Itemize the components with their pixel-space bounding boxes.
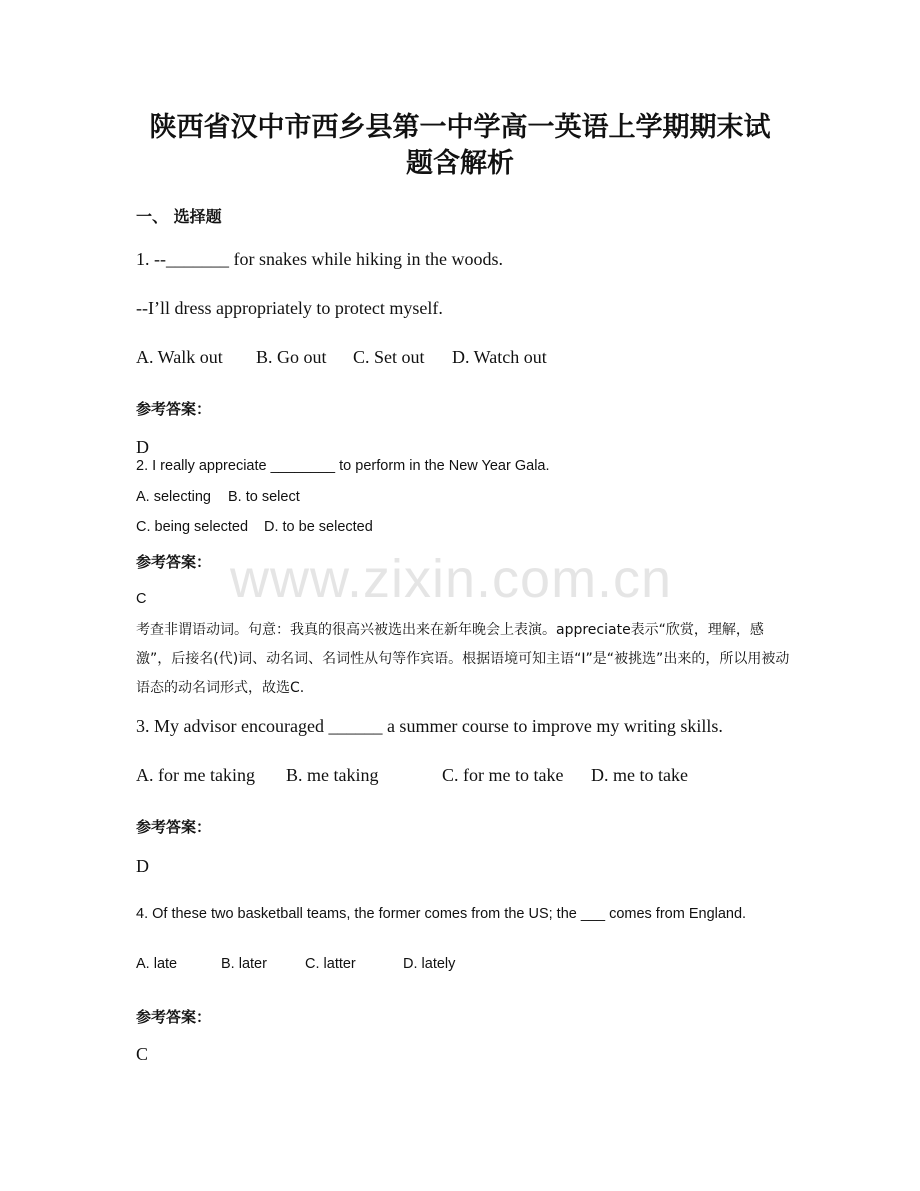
q4-option-a: A. late <box>136 956 178 972</box>
q2-explanation: 考查非谓语动词。句意：我真的很高兴被选出来在新年晚会上表演。appreciate表示“欣赏，理解，感激”，后接名(代)词、动名词、名词性从句等作宾语。根据语境可知主语“I”是“被挑选”出来的，所以用被动语态的动名词形式，故选C. <box>136 622 790 696</box>
q1-stem: 1. --_______ for snakes while hiking in the woods. <box>136 249 503 269</box>
q3-options <box>136 765 688 786</box>
q2-option-c: C. being selected <box>136 519 249 535</box>
q1-option-b: B. Go out <box>256 347 327 367</box>
q1-answer-label: 参考答案： <box>136 400 212 418</box>
q4-option-c: C. latter <box>305 956 356 972</box>
q2-option-d: D. to be selected <box>264 519 373 535</box>
q2-answer: C <box>136 591 147 607</box>
q3-option-c: C. for me to take <box>442 765 564 785</box>
q4-option-d: D. lately <box>403 956 456 972</box>
q2-option-b: B. to select <box>228 489 300 505</box>
q3-answer-label: 参考答案： <box>136 818 212 836</box>
q2-stem: 2. I really appreciate ________ to perform in the New Year Gala. <box>136 458 550 474</box>
q3-answer: D <box>136 856 149 876</box>
q1-options <box>136 347 547 368</box>
section-heading: 一、 选择题 <box>136 207 222 226</box>
q4-stem: 4. Of these two basketball teams, the former comes from the US; the ___ comes from England. <box>136 906 747 922</box>
q3-stem: 3. My advisor encouraged ______ a summer course to improve my writing skills. <box>136 716 723 736</box>
q4-option-b: B. later <box>221 956 267 972</box>
q1-option-a: A. Walk out <box>136 347 223 367</box>
q2-option-a: A. selecting <box>136 489 211 505</box>
document-title-line2: 题含解析 <box>406 148 514 179</box>
q3-option-b: B. me taking <box>286 765 379 785</box>
q1-option-d: D. Watch out <box>452 347 547 367</box>
document-title-line1: 陕西省汉中市西乡县第一中学高一英语上学期期末试 <box>149 112 771 143</box>
watermark-text: www.zixin.com.cn <box>230 549 673 609</box>
q2-options-row2 <box>136 519 373 535</box>
q2-options-row1 <box>136 489 300 505</box>
q3-option-d: D. me to take <box>591 765 688 785</box>
q1-option-c: C. Set out <box>353 347 425 367</box>
q4-options <box>136 956 455 972</box>
q4-answer: C <box>136 1044 149 1064</box>
q1-answer: D <box>136 437 149 457</box>
q2-answer-label: 参考答案： <box>136 553 212 571</box>
q3-option-a: A. for me taking <box>136 765 255 785</box>
q4-answer-label: 参考答案： <box>136 1008 212 1026</box>
q1-stem-reply: --I’ll dress appropriately to protect myself. <box>136 298 443 318</box>
